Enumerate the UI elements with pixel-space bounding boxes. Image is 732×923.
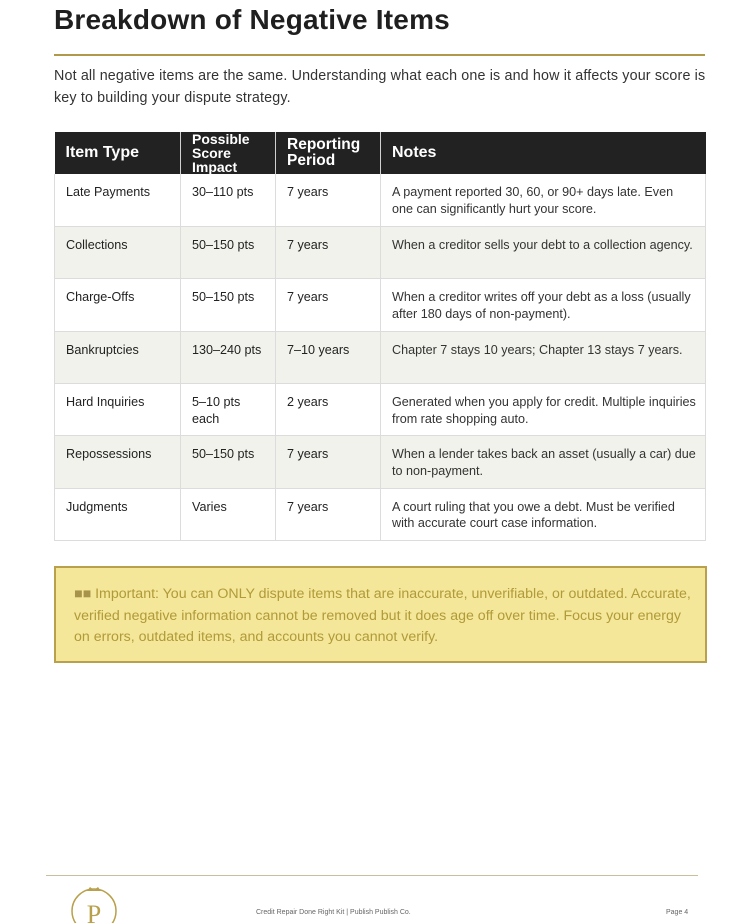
table-row <box>55 384 706 436</box>
callout-text: Important: You can ONLY dispute items that are inaccurate, unverifiable, or outdated. Accurate, verified negative information cannot be removed but it does age off over time. Focus your energy on errors, outdated items, and accounts you cannot verify. <box>74 586 691 645</box>
cell-reporting-period: 7 years <box>276 174 381 226</box>
intro-paragraph: Not all negative items are the same. Understanding what each one is and how it affects your score is key to building your dispute strategy. <box>54 68 706 106</box>
cell-score-impact: 50–150 pts <box>181 226 276 278</box>
table-row <box>55 436 706 488</box>
cell-score-impact: Varies <box>181 488 276 540</box>
cell-score-impact: 50–150 pts <box>181 436 276 488</box>
header-reporting-period-line2: Period <box>287 152 336 169</box>
cell-item-type: Hard Inquiries <box>55 384 181 436</box>
header-reporting-period <box>276 132 381 174</box>
table-row <box>55 488 706 540</box>
logo-letter: P <box>86 900 102 923</box>
table-row <box>55 279 706 331</box>
cell-notes: When a creditor writes off your debt as a loss (usually after 180 days of non-payment). <box>381 279 706 331</box>
cell-score-impact: 130–240 pts <box>181 331 276 383</box>
cell-reporting-period: 2 years <box>276 384 381 436</box>
cell-reporting-period: 7–10 years <box>276 331 381 383</box>
cell-score-impact: 5–10 pts each <box>181 384 276 436</box>
table-row <box>55 174 706 226</box>
cell-notes: When a creditor sells your debt to a collection agency. <box>381 226 706 278</box>
cell-notes: A court ruling that you owe a debt. Must be verified with accurate court case information. <box>381 488 706 540</box>
footer-divider <box>46 875 698 876</box>
cell-notes: When a lender takes back an asset (usually a car) due to non-payment. <box>381 436 706 488</box>
cell-reporting-period: 7 years <box>276 279 381 331</box>
important-callout <box>54 566 707 663</box>
cell-notes: Generated when you apply for credit. Multiple inquiries from rate shopping auto. <box>381 384 706 436</box>
negative-items-table <box>54 132 706 541</box>
page-number: Page 4 <box>666 909 689 916</box>
cell-item-type: Late Payments <box>55 174 181 226</box>
cell-item-type: Repossessions <box>55 436 181 488</box>
header-score-impact-line1: Possible <box>192 131 250 147</box>
header-score-impact <box>181 132 276 174</box>
footer-text: Credit Repair Done Right Kit | Publish Publish Co. <box>256 909 411 916</box>
cell-item-type: Bankruptcies <box>55 331 181 383</box>
header-reporting-period-line1: Reporting <box>287 136 361 153</box>
cell-notes: Chapter 7 stays 10 years; Chapter 13 stays 7 years. <box>381 331 706 383</box>
cell-item-type: Collections <box>55 226 181 278</box>
header-score-impact-line2: Score Impact <box>192 145 238 175</box>
cell-reporting-period: 7 years <box>276 488 381 540</box>
cell-notes: A payment reported 30, 60, or 90+ days late. Even one can significantly hurt your score. <box>381 174 706 226</box>
cell-score-impact: 30–110 pts <box>181 174 276 226</box>
title-divider <box>54 54 705 56</box>
table-header-row <box>55 132 706 174</box>
header-notes: Notes <box>381 132 706 174</box>
table-row <box>55 226 706 278</box>
cell-item-type: Charge-Offs <box>55 279 181 331</box>
cell-item-type: Judgments <box>55 488 181 540</box>
brand-logo-icon <box>68 883 120 923</box>
cell-score-impact: 50–150 pts <box>181 279 276 331</box>
cell-reporting-period: 7 years <box>276 226 381 278</box>
table-row <box>55 331 706 383</box>
page-title: Breakdown of Negative Items <box>54 4 450 35</box>
header-item-type: Item Type <box>55 132 181 174</box>
square-bullet-icon: ■■ <box>74 586 92 602</box>
cell-reporting-period: 7 years <box>276 436 381 488</box>
